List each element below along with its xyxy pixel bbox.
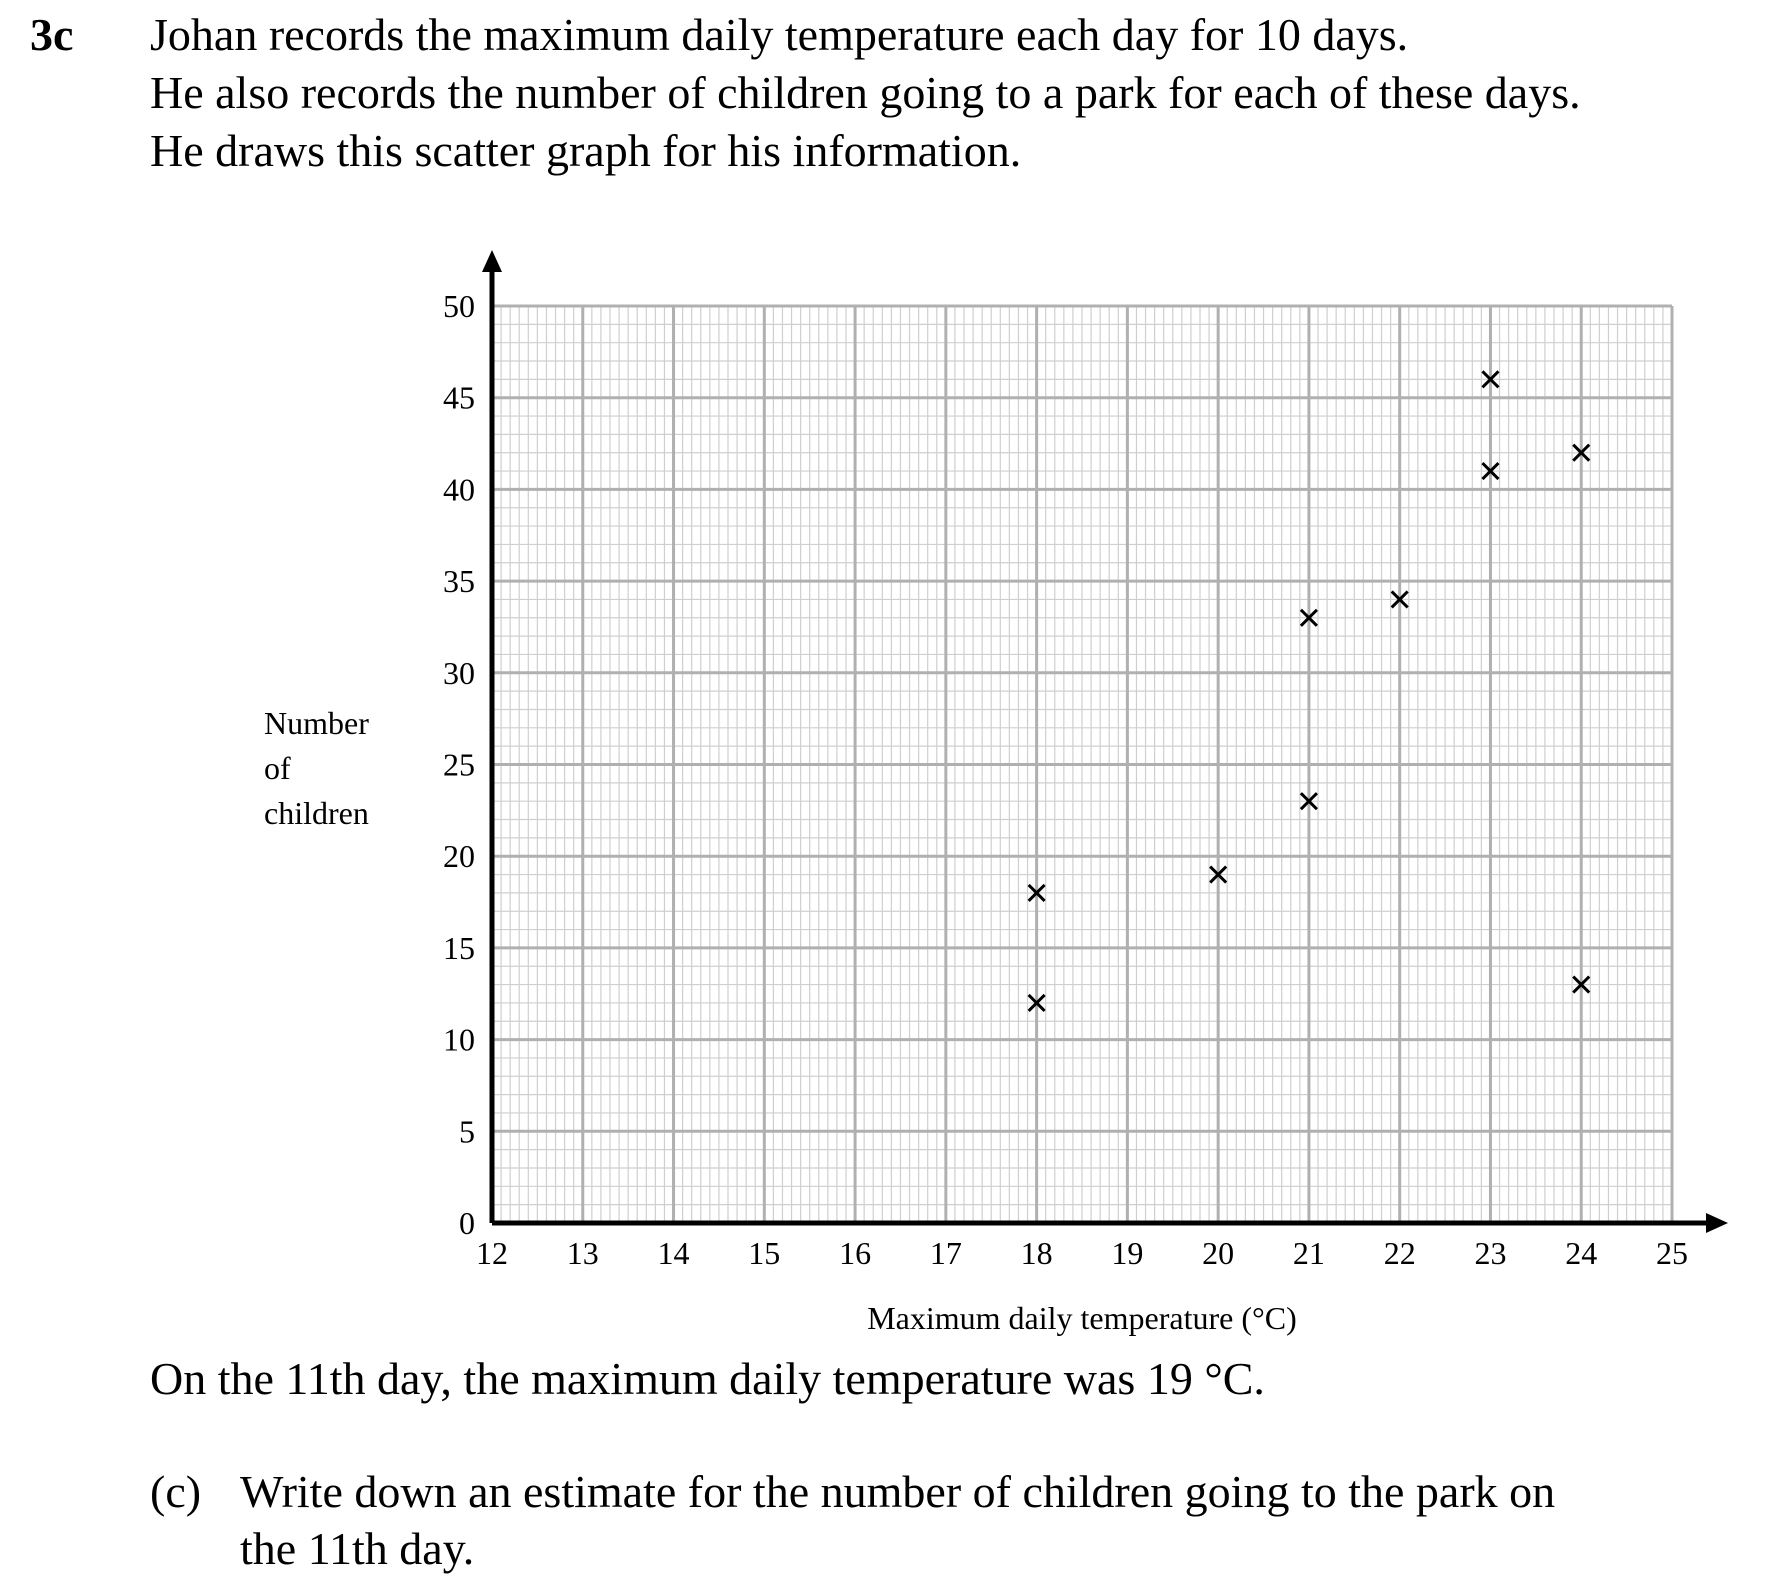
- question-line-3: He draws this scatter graph for his information.: [150, 125, 1022, 176]
- y-axis-label-line: children: [264, 795, 369, 831]
- x-tick-label: 19: [1111, 1235, 1144, 1271]
- question-number: 3c: [30, 9, 74, 60]
- x-axis-arrow: [1706, 1213, 1728, 1233]
- x-tick-label: 16: [839, 1235, 872, 1271]
- x-tick-label: 23: [1474, 1235, 1507, 1271]
- x-tick-label: 22: [1383, 1235, 1416, 1271]
- y-axis-arrow: [482, 250, 502, 272]
- follow-up-text: On the 11th day, the maximum daily temperature was 19 °C.: [150, 1353, 1265, 1404]
- x-tick-label: 18: [1020, 1235, 1053, 1271]
- question-line-2: He also records the number of children going to a park for each of these days.: [150, 67, 1581, 118]
- y-tick-label: 20: [443, 838, 475, 875]
- x-tick-label: 15: [748, 1235, 781, 1271]
- x-tick-label: 24: [1565, 1235, 1598, 1271]
- y-tick-label: 10: [443, 1021, 475, 1058]
- y-tick-label: 25: [443, 746, 475, 783]
- part-label: (c): [150, 1466, 202, 1517]
- y-tick-label: 5: [459, 1113, 475, 1150]
- question-line-1: Johan records the maximum daily temperature each day for 10 days.: [150, 9, 1409, 60]
- y-tick-label: 45: [443, 379, 475, 416]
- y-axis-label: [264, 705, 369, 831]
- y-tick-label: 40: [443, 471, 475, 508]
- y-tick-label: 35: [443, 563, 475, 600]
- y-axis-label-line: of: [264, 750, 291, 786]
- y-tick-label: 30: [443, 654, 475, 691]
- y-tick-label: 0: [459, 1205, 475, 1241]
- part-question-line-1: Write down an estimate for the number of children going to the park on: [240, 1466, 1556, 1517]
- y-tick-label: 15: [443, 929, 475, 966]
- x-tick-label: 20: [1202, 1235, 1235, 1271]
- x-tick-label: 12: [476, 1235, 508, 1271]
- x-axis-label: Maximum daily temperature (°C): [867, 1300, 1297, 1336]
- x-tick-label: 21: [1292, 1235, 1325, 1271]
- part-question-line-2: the 11th day.: [240, 1523, 475, 1574]
- x-tick-label: 17: [929, 1235, 962, 1271]
- x-tick-label: 13: [566, 1235, 599, 1271]
- y-tick-labels: [443, 288, 475, 1241]
- x-tick-labels: [476, 1235, 1688, 1271]
- x-tick-label: 14: [657, 1235, 690, 1271]
- y-axis-label-line: Number: [264, 705, 369, 741]
- y-tick-label: 50: [443, 288, 475, 324]
- x-tick-label: 25: [1656, 1235, 1688, 1271]
